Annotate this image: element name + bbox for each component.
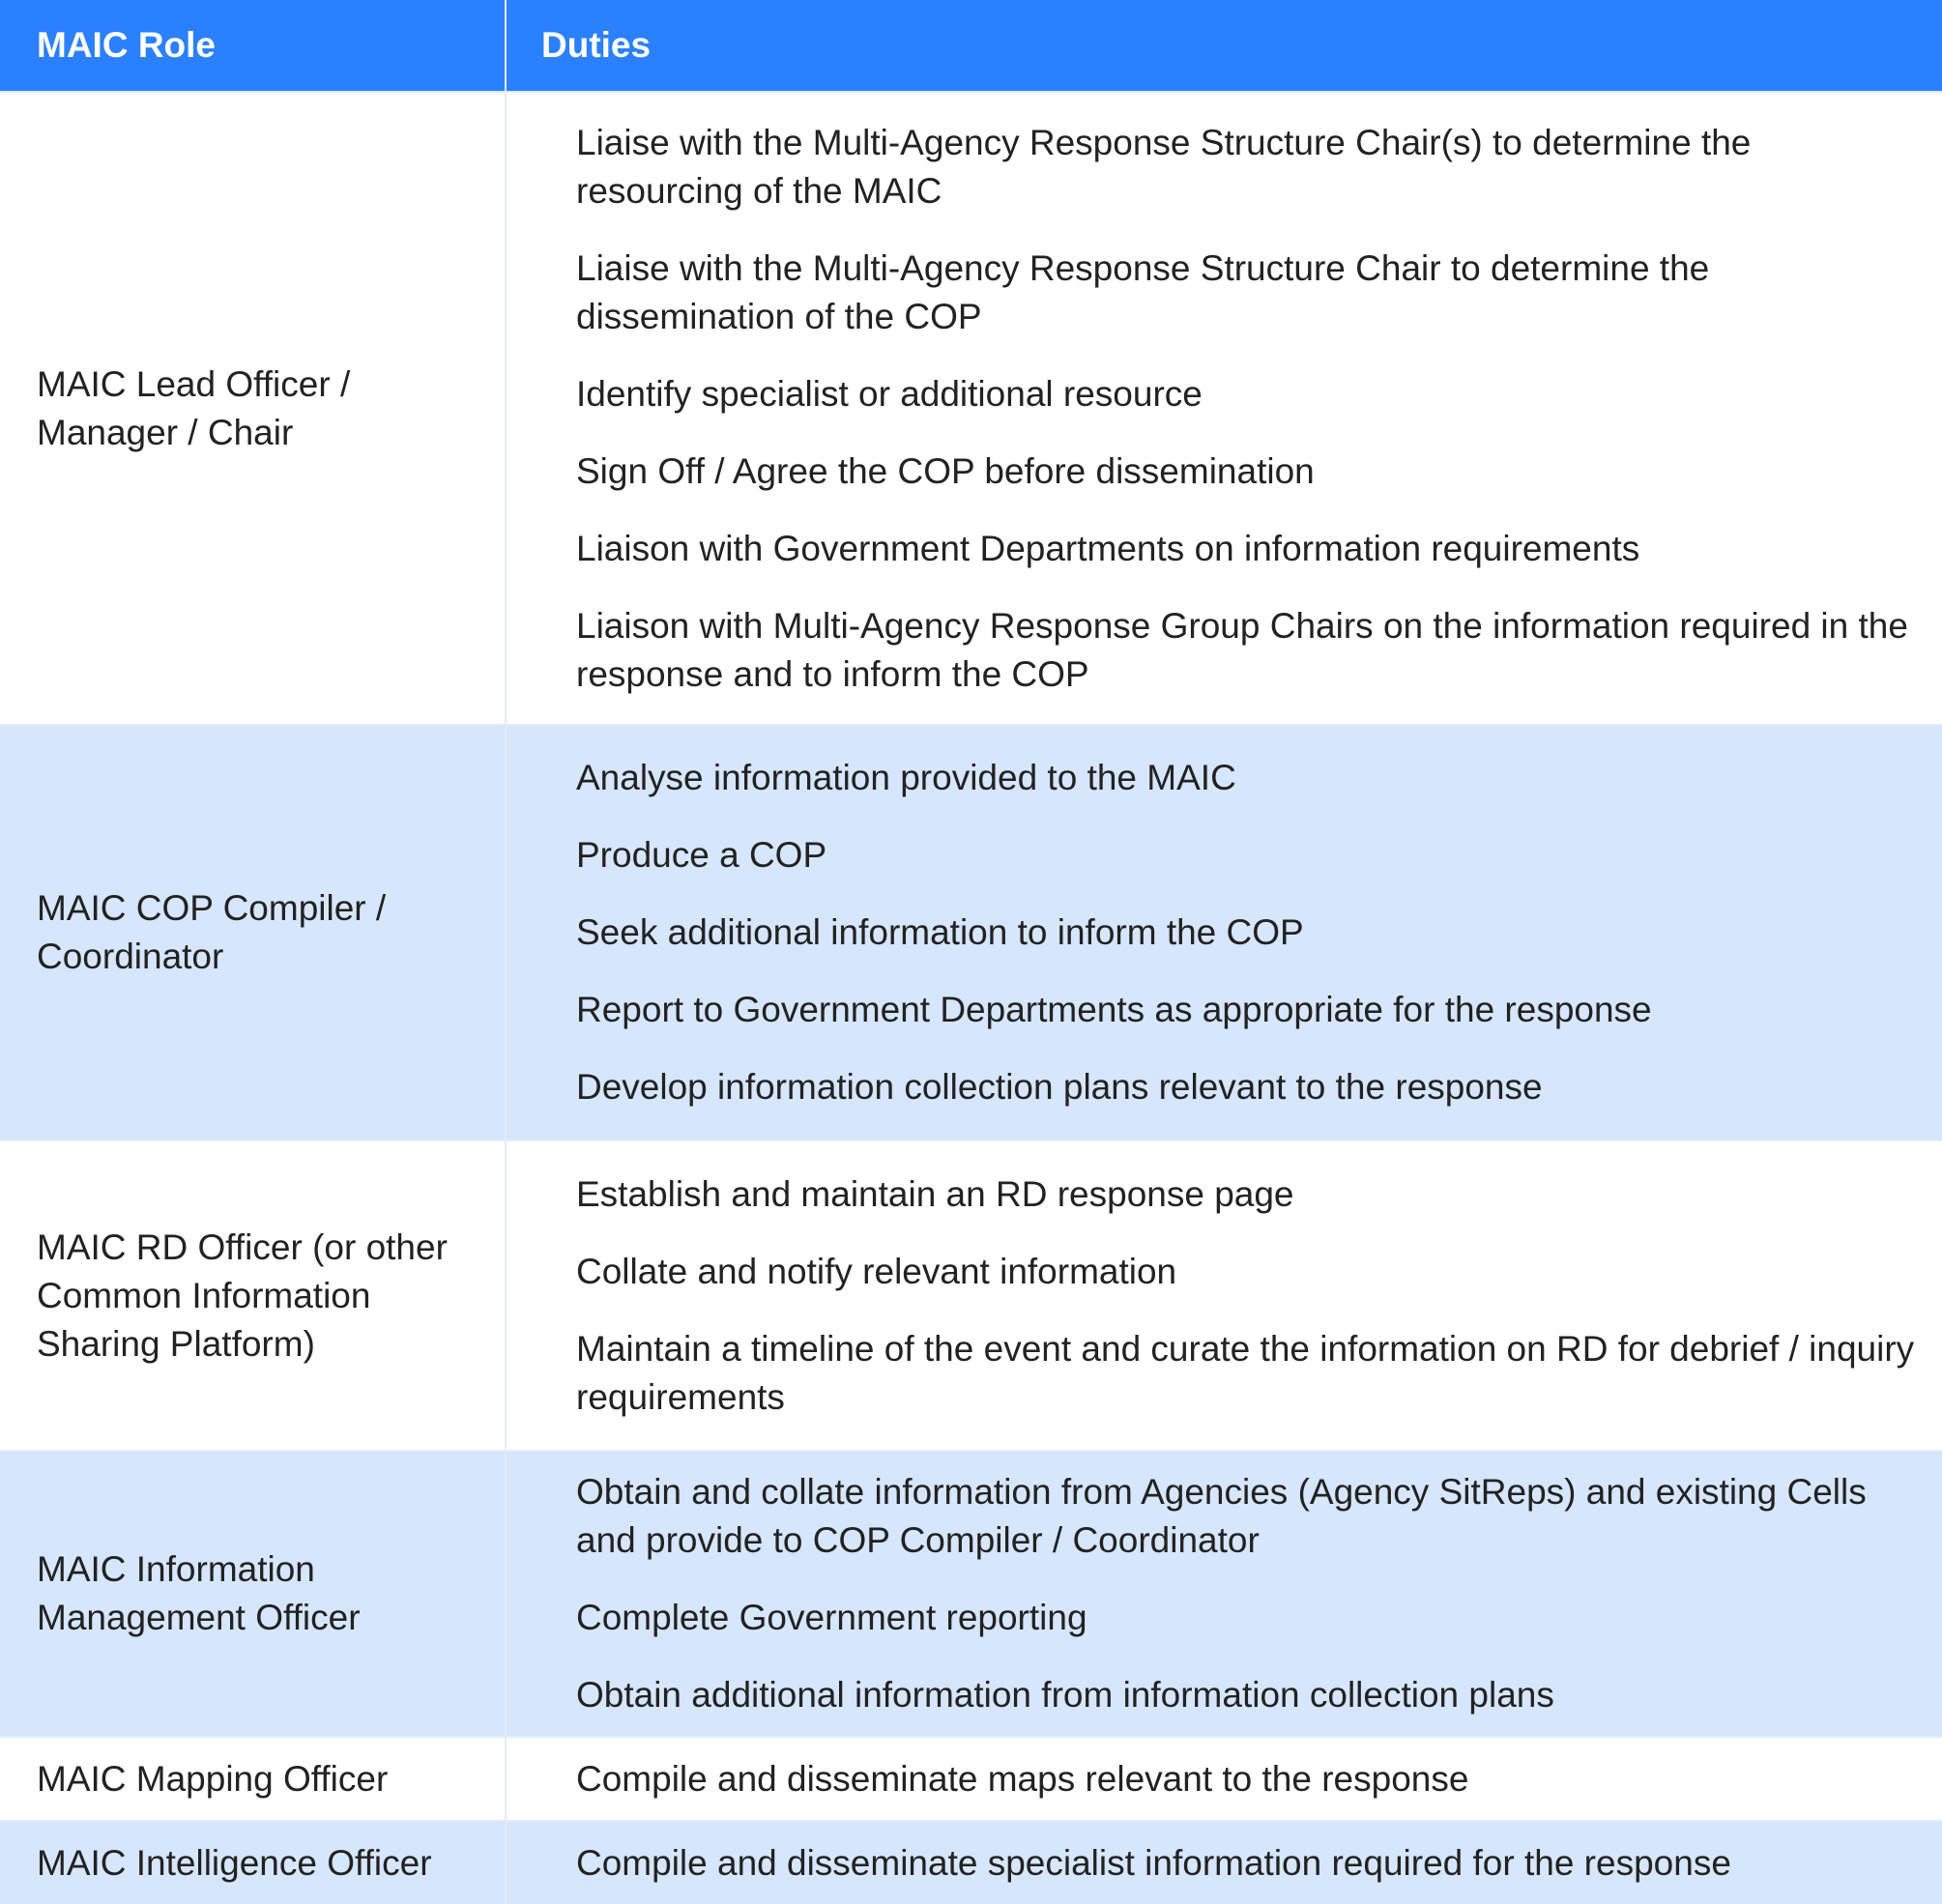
table-row — [0, 725, 1942, 1140]
duty-item: Liaise with the Multi-Agency Response Structure Chair(s) to determine the resourcing of the MAIC — [576, 122, 1752, 211]
duty-item: Obtain and collate information from Agencies (Agency SitReps) and existing Cells and provide to COP Compiler / Coordinator — [576, 1472, 1867, 1560]
duty-item: Collate and notify relevant information — [576, 1251, 1177, 1291]
table-row — [0, 1140, 1942, 1451]
duty-item: Establish and maintain an RD response page — [576, 1173, 1294, 1214]
duty-item: Sign Off / Agree the COP before dissemination — [576, 450, 1315, 491]
duties-cell — [506, 725, 1942, 1140]
table-row — [0, 1451, 1942, 1737]
duty-item: Liaison with Multi-Agency Response Group Chairs on the information required in the response and to inform the COP — [576, 605, 1908, 694]
duties-cell — [506, 1737, 1942, 1821]
role-cell: MAIC Lead Officer / Manager / Chair — [0, 92, 506, 725]
table-row — [0, 92, 1942, 725]
duty-item: Liaison with Government Departments on information requirements — [576, 528, 1640, 568]
table-row — [0, 1737, 1942, 1821]
duty-item: Identify specialist or additional resource — [576, 373, 1203, 414]
header-duties: Duties — [506, 0, 1942, 92]
duty-item: Produce a COP — [576, 835, 827, 875]
duty-item: Obtain additional information from information collection plans — [576, 1675, 1554, 1715]
duty-item: Compile and disseminate specialist information required for the response — [576, 1842, 1731, 1883]
duty-item: Analyse information provided to the MAIC — [576, 758, 1236, 797]
duties-cell — [506, 1821, 1942, 1904]
duties-list — [576, 754, 1923, 1111]
role-cell: MAIC Information Management Officer — [0, 1451, 506, 1737]
duties-cell — [506, 1451, 1942, 1737]
role-cell: MAIC COP Compiler / Coordinator — [0, 725, 506, 1140]
duty-item: Report to Government Departments as appropriate for the response — [576, 990, 1652, 1029]
duties-list — [576, 1839, 1923, 1888]
duties-list — [576, 119, 1923, 699]
duties-list — [576, 1755, 1923, 1803]
duties-cell — [506, 92, 1942, 725]
role-cell: MAIC RD Officer (or other Common Information Sharing Platform) — [0, 1140, 506, 1451]
table-row — [0, 1821, 1942, 1904]
table-header-row — [0, 0, 1942, 92]
duty-item: Maintain a timeline of the event and curate the information on RD for debrief / inquiry requirements — [576, 1328, 1915, 1417]
duty-item: Complete Government reporting — [576, 1598, 1087, 1637]
role-cell: MAIC Mapping Officer — [0, 1737, 506, 1821]
duty-item: Compile and disseminate maps relevant to the response — [576, 1758, 1469, 1799]
duty-item: Liaise with the Multi-Agency Response Structure Chair to determine the dissemination of the COP — [576, 247, 1710, 336]
role-cell: MAIC Intelligence Officer — [0, 1821, 506, 1904]
duties-list — [576, 1468, 1923, 1719]
header-maic-role: MAIC Role — [0, 0, 506, 92]
duty-item: Develop information collection plans relevant to the response — [576, 1067, 1543, 1107]
duties-list — [576, 1170, 1923, 1422]
duty-item: Seek additional information to inform the COP — [576, 912, 1304, 952]
duties-cell — [506, 1140, 1942, 1451]
